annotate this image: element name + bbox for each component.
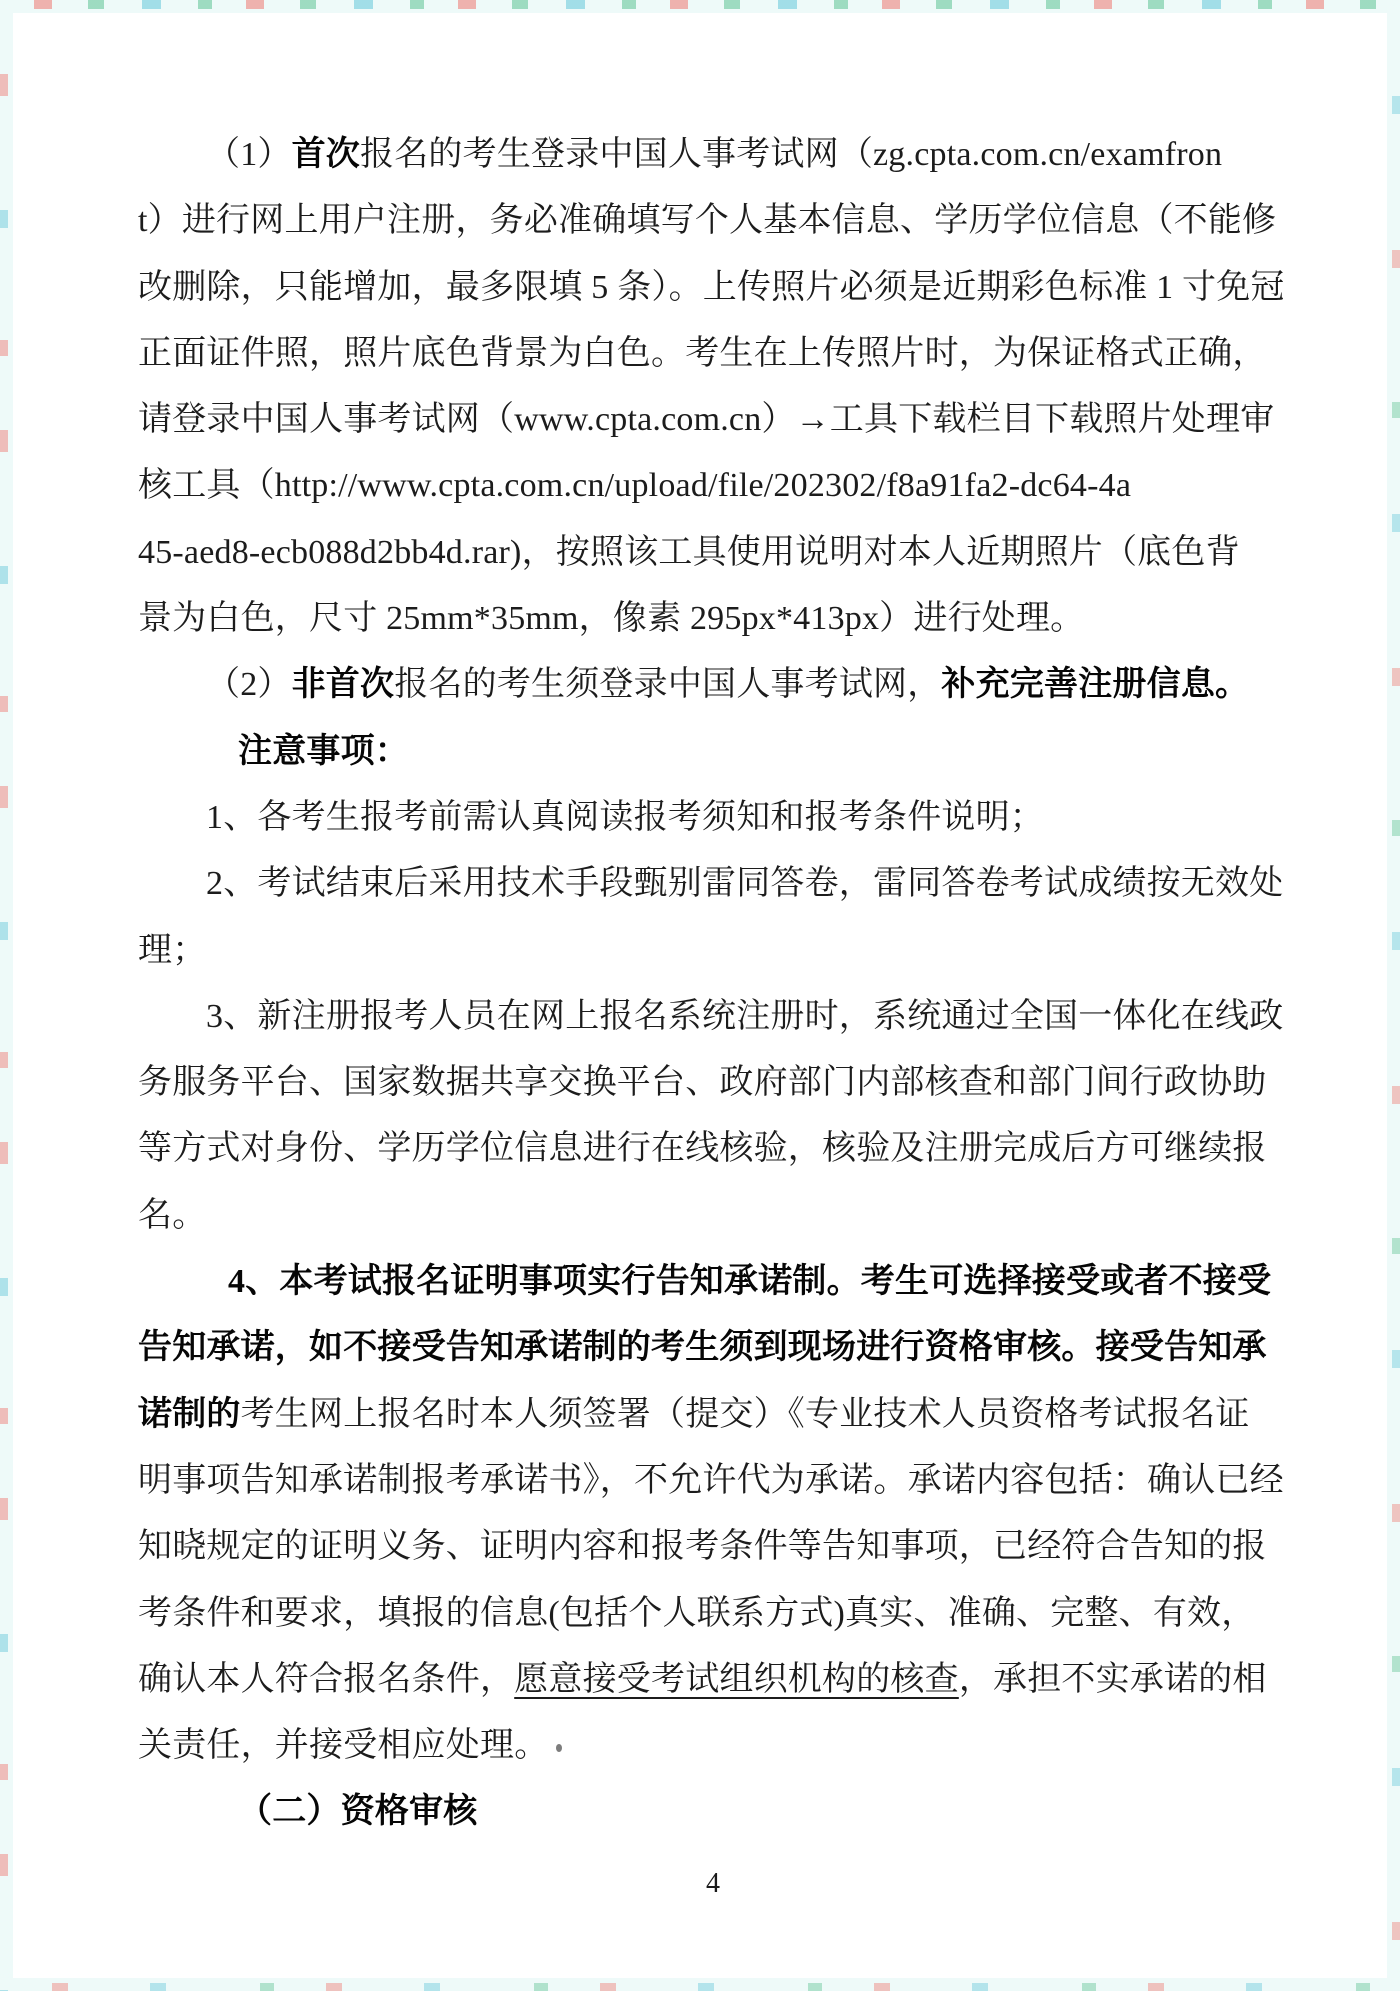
bold-text-segment: 补充完善注册信息。 [941, 666, 1250, 704]
document-body [138, 122, 1288, 1846]
text-segment: （2） [206, 666, 292, 704]
text-segment: 报名的考生须登录中国人事考试网， [394, 666, 942, 704]
underlined-text: 愿意接受考试组织机构的核查 [514, 1660, 959, 1698]
text-line [138, 1116, 1288, 1182]
text-line [138, 122, 1288, 188]
text-line [138, 984, 1288, 1050]
text-line [138, 918, 1288, 984]
scan-noise-right-edge [1392, 0, 1400, 1991]
text-line [138, 1713, 1288, 1779]
text-segment: 正面证件照，照片底色背景为白色。考生在上传照片时，为保证格式正确， [138, 334, 1267, 372]
bold-text-segment: 非首次 [291, 666, 395, 704]
text-line [138, 851, 1288, 917]
text-line [138, 719, 1288, 785]
text-segment: ，承担不实承诺的相 [958, 1660, 1267, 1698]
text-line [138, 520, 1288, 586]
text-line [138, 453, 1288, 519]
text-segment: 45-aed8-ecb088d2bb4d.rar)，按照该工具使用说明对本人近期照片（底色背 [138, 533, 1240, 571]
scan-noise-bottom-edge [0, 1983, 1400, 1991]
scan-artifact-dot [556, 1744, 562, 1752]
text-line [138, 785, 1288, 851]
text-line [138, 652, 1288, 718]
text-line [138, 1315, 1288, 1381]
text-segment: 请登录中国人事考试网（www.cpta.com.cn）→工具下载栏目下载照片处理审 [138, 401, 1275, 439]
scan-noise-left-edge [0, 0, 8, 1991]
text-segment: 知晓规定的证明义务、证明内容和报考条件等告知事项，已经符合告知的报 [138, 1528, 1267, 1566]
bold-text-segment: 诺制的 [138, 1395, 241, 1433]
page-number: 4 [706, 1868, 720, 1899]
text-segment: 理； [138, 931, 207, 969]
bold-text-segment: 告知承诺，如不接受告知承诺制的考生须到现场进行资格审核。接受告知承 [138, 1329, 1267, 1367]
text-segment: 明事项告知承诺制报考承诺书》，不允许代为承诺。承诺内容包括：确认已经 [138, 1461, 1284, 1499]
text-line [138, 586, 1288, 652]
bold-text-segment: 首次 [291, 136, 361, 173]
text-segment: 名。 [138, 1196, 207, 1234]
text-segment: 改删除，只能增加，最多限填 5 条）。上传照片必须是近期彩色标准 1 寸免冠 [138, 268, 1285, 306]
text-segment: 考生网上报名时本人须签署（提交）《专业技术人员资格考试报名证 [240, 1395, 1250, 1433]
text-line [138, 1514, 1288, 1580]
text-segment: 确认本人符合报名条件， [138, 1660, 515, 1698]
scan-noise-top-edge [0, 0, 1400, 9]
bold-text-segment: （二）资格审核 [238, 1793, 478, 1831]
text-line [138, 188, 1288, 254]
text-segment: 3、新注册报考人员在网上报名系统注册时，系统通过全国一体化在线政 [206, 997, 1284, 1035]
text-segment: （1） [206, 136, 292, 173]
text-segment: 报名的考生登录中国人事考试网（zg.cpta.com.cn/examfron [360, 136, 1223, 173]
text-line [138, 1249, 1288, 1315]
text-segment: 考条件和要求，填报的信息(包括个人联系方式)真实、准确、完整、有效， [138, 1594, 1256, 1632]
text-line [138, 1779, 1288, 1845]
text-line [138, 1581, 1288, 1647]
bold-text-segment: 注意事项： [238, 732, 409, 770]
text-line [138, 321, 1288, 387]
text-line [138, 1647, 1288, 1713]
text-segment: 核工具（http://www.cpta.com.cn/upload/file/202302/f8a91fa2-dc64-4a [138, 467, 1132, 505]
text-line [138, 255, 1288, 321]
text-segment: 关责任，并接受相应处理。 [138, 1727, 549, 1765]
text-line [138, 1050, 1288, 1116]
text-segment: 2、考试结束后采用技术手段甄别雷同答卷，雷同答卷考试成绩按无效处 [206, 865, 1284, 903]
text-segment: 景为白色，尺寸 25mm*35mm，像素 295px*413px）进行处理。 [138, 600, 1085, 638]
text-segment: t）进行网上用户注册，务必准确填写个人基本信息、学历学位信息（不能修 [138, 202, 1277, 240]
text-line [138, 1183, 1288, 1249]
text-line [138, 1382, 1288, 1448]
text-segment: 等方式对身份、学历学位信息进行在线核验，核验及注册完成后方可继续报 [138, 1130, 1267, 1168]
bold-text-segment: 4、本考试报名证明事项实行告知承诺制。考生可选择接受或者不接受 [228, 1263, 1272, 1301]
text-line [138, 387, 1288, 453]
text-line [138, 1448, 1288, 1514]
text-segment: 1、各考生报考前需认真阅读报考须知和报考条件说明； [206, 798, 1044, 836]
text-segment: 务服务平台、国家数据共享交换平台、政府部门内部核查和部门间行政协助 [138, 1064, 1267, 1102]
